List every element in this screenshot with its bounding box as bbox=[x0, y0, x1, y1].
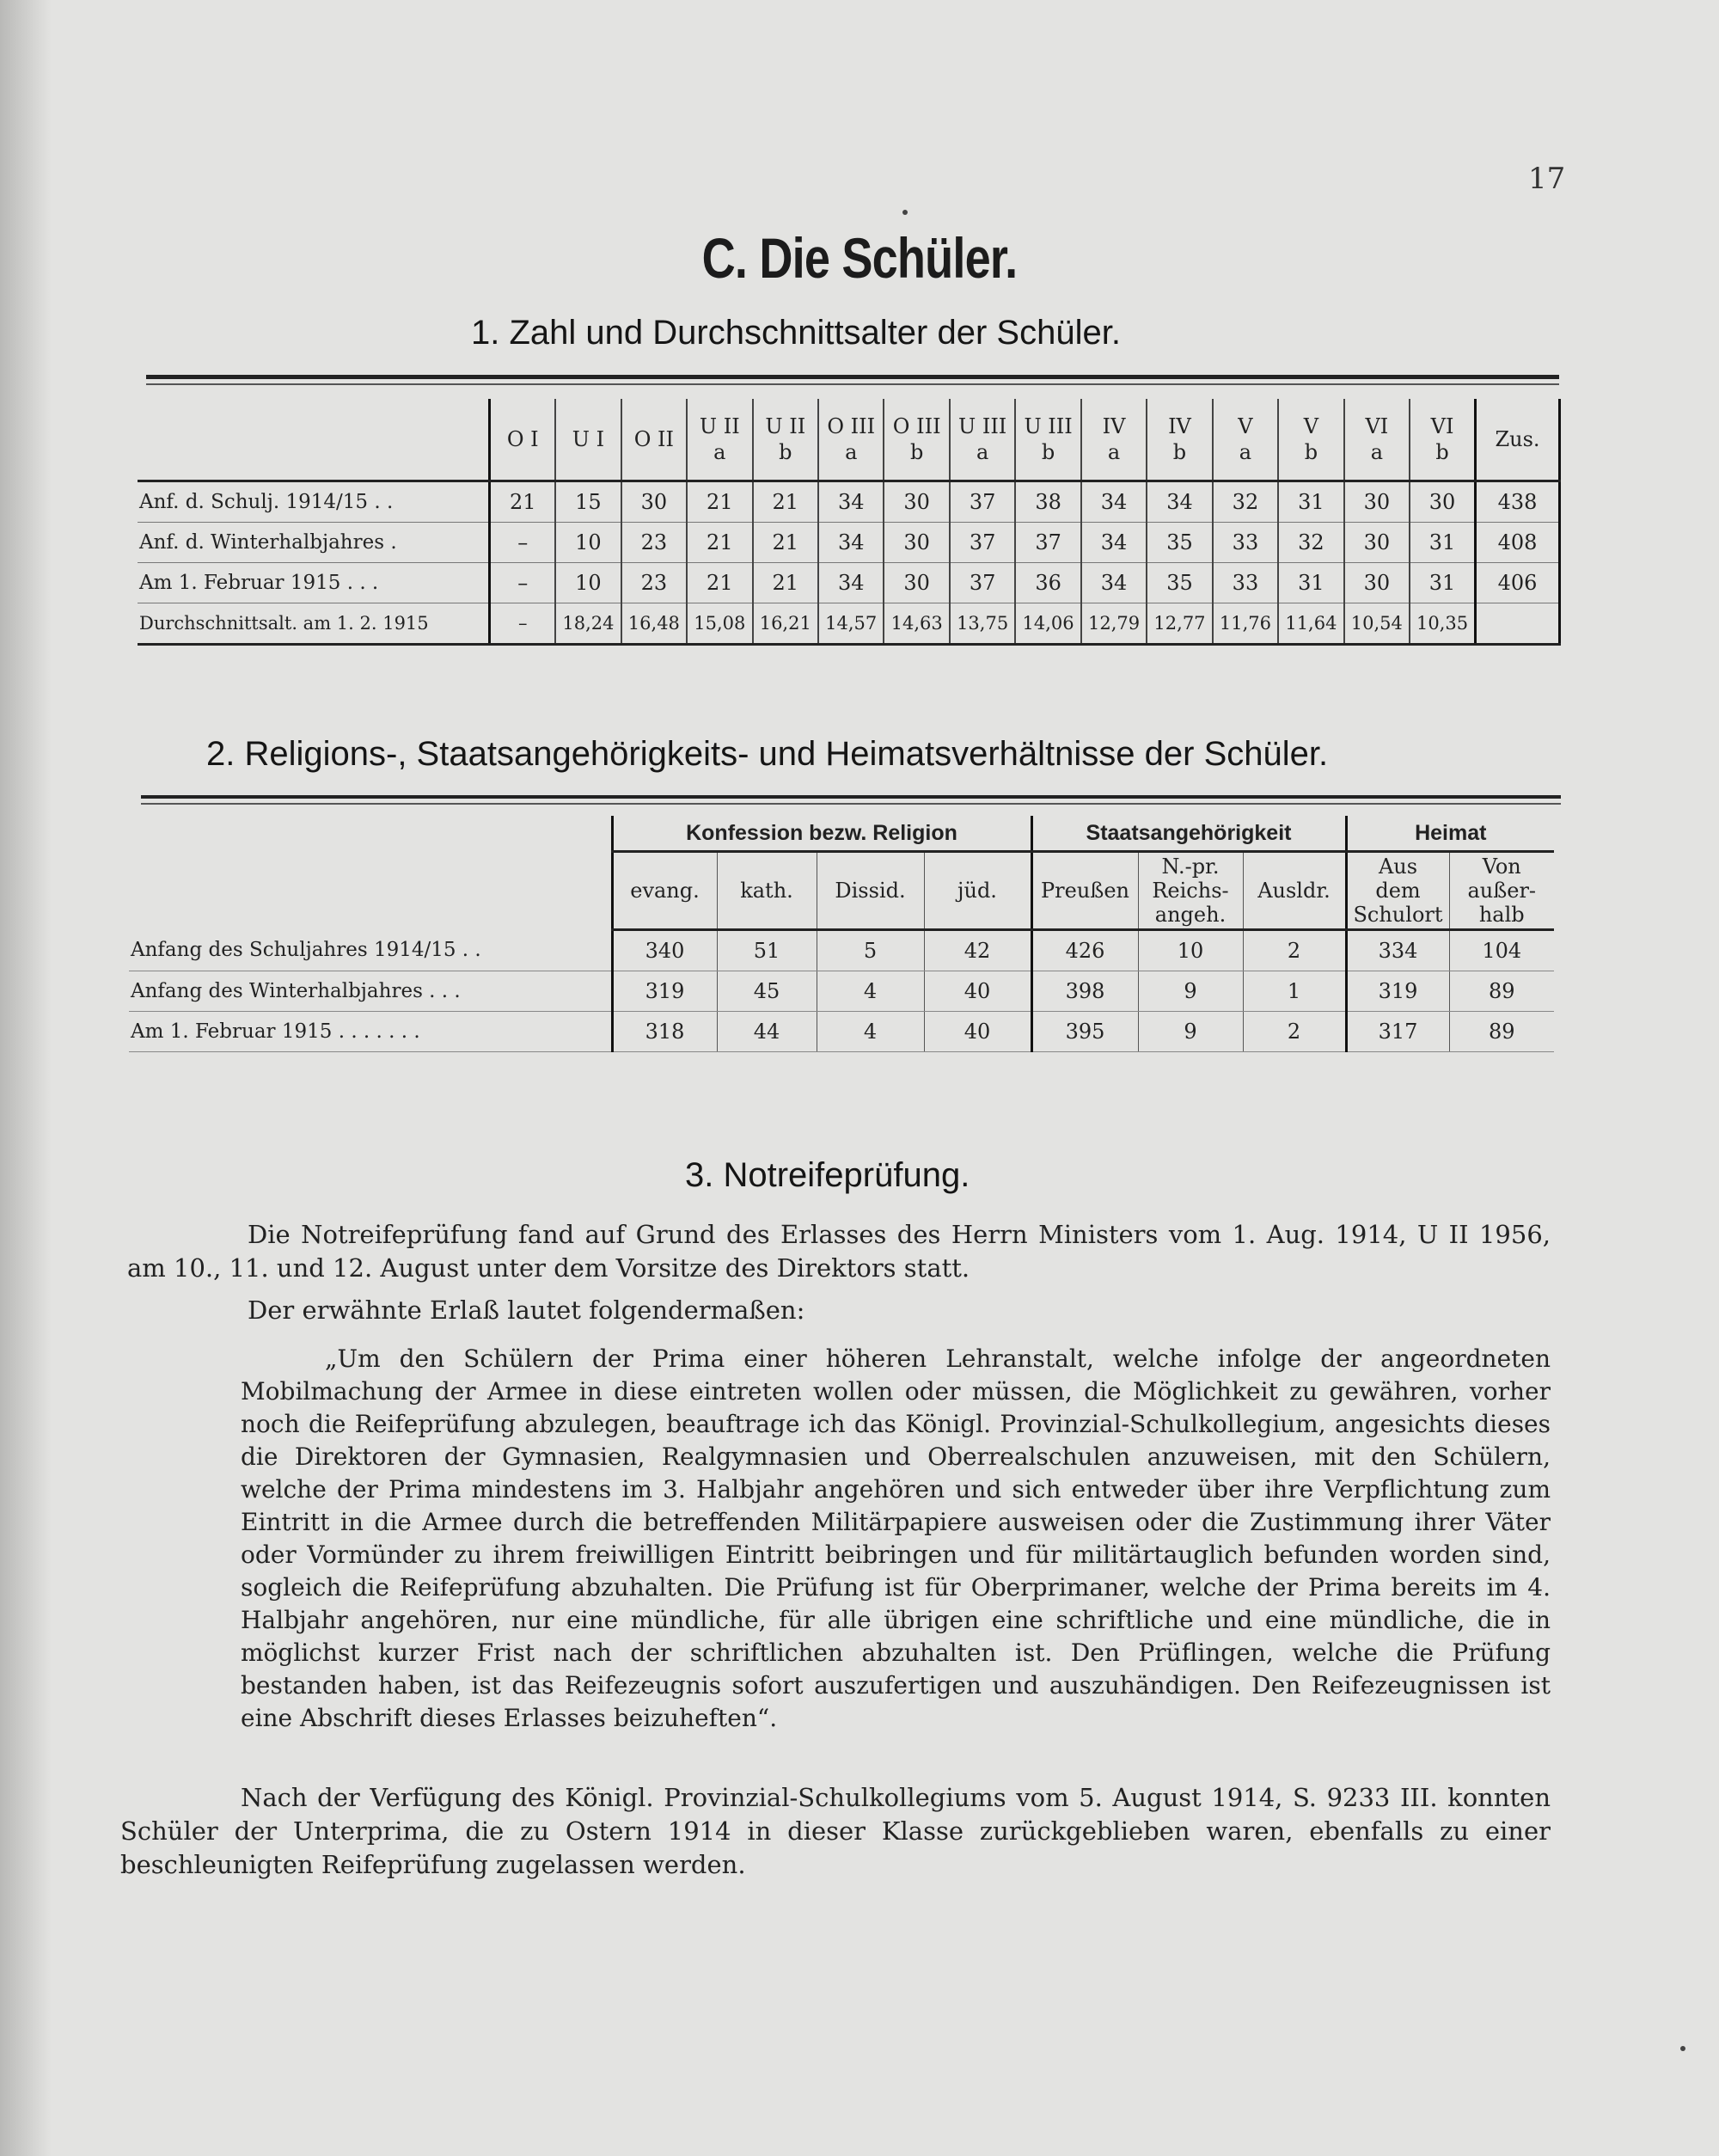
row-label: Am 1. Februar 1915 . . . bbox=[138, 563, 490, 603]
table-cell: 44 bbox=[717, 1012, 817, 1052]
table-rule bbox=[146, 383, 1559, 385]
class-column-header bbox=[1213, 399, 1278, 481]
table-cell: 319 bbox=[612, 971, 717, 1012]
class-name: U I bbox=[572, 427, 605, 451]
table-cell: 34 bbox=[818, 523, 884, 563]
table-cell: 12,79 bbox=[1081, 603, 1147, 645]
table-cell: 30 bbox=[1410, 481, 1475, 523]
page-number: 17 bbox=[1528, 162, 1566, 196]
table-cell: 16,48 bbox=[621, 603, 687, 645]
group-header-staatsangehoerigkeit: Staatsangehörigkeit bbox=[1031, 816, 1346, 852]
table-cell: 30 bbox=[884, 481, 949, 523]
table-row bbox=[138, 603, 1560, 645]
table-cell: 9 bbox=[1138, 971, 1243, 1012]
table-cell: – bbox=[490, 603, 555, 645]
row-label: Am 1. Februar 1915 . . . . . . . bbox=[129, 1012, 612, 1052]
table-cell: 34 bbox=[1081, 563, 1147, 603]
table-cell: 12,77 bbox=[1147, 603, 1212, 645]
table-cell: 11,76 bbox=[1213, 603, 1278, 645]
class-division: a bbox=[1370, 440, 1383, 464]
page-shadow-edge bbox=[0, 0, 52, 2156]
class-name: U III bbox=[1024, 414, 1073, 438]
class-name: O III bbox=[892, 414, 941, 438]
table-cell: 35 bbox=[1147, 523, 1212, 563]
class-column-header bbox=[687, 399, 752, 481]
table-cell: 40 bbox=[924, 971, 1031, 1012]
table-cell: 31 bbox=[1410, 523, 1475, 563]
col-header-line: außer- bbox=[1467, 879, 1537, 903]
table-cell: 31 bbox=[1278, 563, 1343, 603]
col-header-line: halb bbox=[1478, 903, 1525, 927]
table-cell: 9 bbox=[1138, 1012, 1243, 1052]
table-cell: 340 bbox=[612, 930, 717, 971]
table-cell: 15,08 bbox=[687, 603, 752, 645]
table-cell: 16,21 bbox=[753, 603, 818, 645]
table-cell: 395 bbox=[1031, 1012, 1138, 1052]
class-name: U III bbox=[957, 414, 1007, 438]
class-name: IV bbox=[1168, 414, 1191, 438]
class-name: U II bbox=[765, 414, 806, 438]
table-cell: 33 bbox=[1213, 523, 1278, 563]
col-header-jued: jüd. bbox=[924, 852, 1031, 930]
class-division: a bbox=[1107, 440, 1121, 464]
table-cell: 37 bbox=[950, 563, 1015, 603]
total-cell: 406 bbox=[1476, 563, 1560, 603]
class-column-header bbox=[621, 399, 687, 481]
class-name: O II bbox=[633, 427, 674, 451]
class-division: b bbox=[1304, 440, 1318, 464]
table-cell: 319 bbox=[1346, 971, 1449, 1012]
col-header-line: angeh. bbox=[1154, 903, 1227, 927]
class-division: b bbox=[1435, 440, 1449, 464]
table-cell: 10 bbox=[1138, 930, 1243, 971]
table-cell: 21 bbox=[687, 523, 752, 563]
table-cell: 2 bbox=[1243, 1012, 1346, 1052]
paragraph-erlass-intro: Der erwähnte Erlaß lautet folgendermaßen: bbox=[248, 1295, 805, 1325]
class-column-header bbox=[950, 399, 1015, 481]
table-cell: 14,57 bbox=[818, 603, 884, 645]
col-header-evang: evang. bbox=[612, 852, 717, 930]
table-cell: 13,75 bbox=[950, 603, 1015, 645]
class-division: a bbox=[713, 440, 726, 464]
table-row bbox=[138, 563, 1560, 603]
class-name: V bbox=[1303, 414, 1319, 438]
class-division: a bbox=[845, 440, 858, 464]
table-cell: 318 bbox=[612, 1012, 717, 1052]
table-cell: 37 bbox=[1015, 523, 1080, 563]
table-cell: 40 bbox=[924, 1012, 1031, 1052]
total-cell bbox=[1476, 603, 1560, 645]
table-cell: 21 bbox=[753, 523, 818, 563]
table-cell: 14,06 bbox=[1015, 603, 1080, 645]
class-name: IV bbox=[1102, 414, 1126, 438]
table-cell: 21 bbox=[687, 563, 752, 603]
table-cell: 23 bbox=[621, 523, 687, 563]
table-cell: 10 bbox=[555, 523, 621, 563]
section-title: C. Die Schüler. bbox=[701, 226, 1018, 290]
table-cell: 89 bbox=[1449, 1012, 1554, 1052]
table-cell: 21 bbox=[687, 481, 752, 523]
table-row bbox=[129, 930, 1554, 971]
table-cell: 104 bbox=[1449, 930, 1554, 971]
row-label: Anf. d. Winterhalbjahres . bbox=[138, 523, 490, 563]
table-row bbox=[129, 971, 1554, 1012]
table-cell: 30 bbox=[884, 523, 949, 563]
class-column-header bbox=[1278, 399, 1343, 481]
class-column-header bbox=[490, 399, 555, 481]
col-header-line: N.-pr. bbox=[1161, 854, 1220, 879]
class-name: O III bbox=[827, 414, 876, 438]
table-cell: 10,35 bbox=[1410, 603, 1475, 645]
group-header-konfession: Konfession bezw. Religion bbox=[612, 816, 1031, 852]
table1-heading: 1. Zahl und Durchschnittsalter der Schüler. bbox=[471, 314, 1121, 352]
table-cell: 36 bbox=[1015, 563, 1080, 603]
class-division: a bbox=[976, 440, 989, 464]
table-cell: 398 bbox=[1031, 971, 1138, 1012]
table-cell: 34 bbox=[1081, 523, 1147, 563]
table-cell: 10 bbox=[555, 563, 621, 603]
class-column-header bbox=[1344, 399, 1410, 481]
row-label: Anfang des Schuljahres 1914/15 . . bbox=[129, 930, 612, 971]
table-cell: 18,24 bbox=[555, 603, 621, 645]
paragraph-verfuegung: Nach der Verfügung des Königl. Provinzial-Schulkollegiums vom 5. August 1914, S. 9233 III. konnten Schüler der Unterprima, die zu Ostern 1914 in dieser Klasse zurückgeblieben waren, ebenfalls zu einer beschleunigten Reifeprüfung zugelassen werden. bbox=[120, 1783, 1551, 1879]
class-column-header bbox=[1410, 399, 1475, 481]
class-name: O I bbox=[506, 427, 539, 451]
paragraph-intro: Die Notreifeprüfung fand auf Grund des Erlasses des Herrn Ministers vom 1. Aug. 1914, U II 1956, am 10., 11. und 12. August unter dem Vorsitze des Direktors statt. bbox=[127, 1220, 1551, 1283]
total-cell: 408 bbox=[1476, 523, 1560, 563]
col-header-line: Aus bbox=[1378, 854, 1418, 879]
class-name: U II bbox=[699, 414, 740, 438]
table-rule bbox=[141, 803, 1561, 805]
table-cell: 30 bbox=[1344, 563, 1410, 603]
table-cell: 38 bbox=[1015, 481, 1080, 523]
table-cell: 32 bbox=[1278, 523, 1343, 563]
table-cell: 4 bbox=[817, 971, 924, 1012]
table-cell: 21 bbox=[490, 481, 555, 523]
col-header-line: Reichs- bbox=[1152, 879, 1229, 903]
table-cell: 30 bbox=[1344, 481, 1410, 523]
col-header-dissid: Dissid. bbox=[817, 852, 924, 930]
table-cell: 23 bbox=[621, 563, 687, 603]
table-cell: 34 bbox=[1081, 481, 1147, 523]
col-header-preussen: Preußen bbox=[1031, 852, 1138, 930]
col-header-kath: kath. bbox=[717, 852, 817, 930]
class-column-header bbox=[884, 399, 949, 481]
class-division: b bbox=[779, 440, 792, 464]
col-header-ausserhalb bbox=[1449, 852, 1554, 930]
table-cell: 34 bbox=[1147, 481, 1212, 523]
ink-speck bbox=[902, 210, 908, 215]
table-cell: 51 bbox=[717, 930, 817, 971]
table-row bbox=[129, 1012, 1554, 1052]
table-cell: 35 bbox=[1147, 563, 1212, 603]
class-column-header bbox=[1147, 399, 1212, 481]
class-division: b bbox=[1172, 440, 1187, 464]
class-column-header bbox=[555, 399, 621, 481]
class-name: VI bbox=[1430, 414, 1454, 438]
total-cell: 438 bbox=[1476, 481, 1560, 523]
table-cell: 426 bbox=[1031, 930, 1138, 971]
col-header-reichsangehoerige bbox=[1138, 852, 1243, 930]
group-header-heimat: Heimat bbox=[1346, 816, 1554, 852]
table-cell: 5 bbox=[817, 930, 924, 971]
table-cell: 15 bbox=[555, 481, 621, 523]
class-column-header bbox=[1081, 399, 1147, 481]
table-cell: 334 bbox=[1346, 930, 1449, 971]
class-column-header bbox=[818, 399, 884, 481]
col-header-line: Schulort bbox=[1353, 903, 1443, 927]
section3-heading: 3. Notreifeprüfung. bbox=[685, 1156, 970, 1194]
table-rule bbox=[146, 375, 1559, 379]
table-cell: 2 bbox=[1243, 930, 1346, 971]
table-cell: 30 bbox=[621, 481, 687, 523]
table-cell: 34 bbox=[818, 563, 884, 603]
table-cell: 4 bbox=[817, 1012, 924, 1052]
table-cell: 31 bbox=[1410, 563, 1475, 603]
class-division: b bbox=[909, 440, 924, 464]
class-column-header bbox=[1015, 399, 1080, 481]
table-cell: 37 bbox=[950, 481, 1015, 523]
table-row bbox=[138, 523, 1560, 563]
stub-header bbox=[138, 399, 490, 481]
ink-speck bbox=[1680, 2046, 1685, 2051]
table2-heading: 2. Religions-, Staatsangehörigkeits- und Heimatsverhältnisse der Schüler. bbox=[206, 735, 1329, 773]
col-header-line: dem bbox=[1375, 879, 1421, 903]
class-name: V bbox=[1238, 414, 1253, 438]
table-cell: 31 bbox=[1278, 481, 1343, 523]
row-label: Durchschnittsalt. am 1. 2. 1915 bbox=[138, 603, 490, 645]
table-cell: 45 bbox=[717, 971, 817, 1012]
table-cell: – bbox=[490, 523, 555, 563]
class-column-header bbox=[753, 399, 818, 481]
table-cell: – bbox=[490, 563, 555, 603]
table-cell: 10,54 bbox=[1344, 603, 1410, 645]
table-cell: 34 bbox=[818, 481, 884, 523]
table-cell: 30 bbox=[884, 563, 949, 603]
table-cell: 317 bbox=[1346, 1012, 1449, 1052]
table-cell: 21 bbox=[753, 481, 818, 523]
table-cell: 89 bbox=[1449, 971, 1554, 1012]
total-column-header: Zus. bbox=[1476, 399, 1560, 481]
class-division: b bbox=[1041, 440, 1055, 464]
col-header-line: Von bbox=[1482, 854, 1521, 879]
erlass-quote: „Um den Schülern der Prima einer höheren Lehranstalt, welche infolge der angeordneten Mobilmachung der Armee in diese eintreten wollen oder müssen, die Möglichkeit zu gewähren, vorher noch die Reifeprüfung abzulegen, beauftrage ich das Königl. Provinzial-Schulkollegium, angesichts dieses die Direktoren der Gymnasien, Realgymnasien und Oberrealschulen anzuweisen, mit den Schülern, welche der Prima mindestens im 3. Halbjahr angehören und sich entweder über ihre Verpflichtung zum Eintritt in die Armee durch die betreffenden Militärpapiere ausweisen oder die Zustimmung ihrer Väter oder Vormünder zu ihrem freiwilligen Eintritt beibringen und für militärtauglich befunden worden sind, sogleich die Reifeprüfung abzuhalten. Die Prüfung ist für Oberprimaner, welche der Prima bereits im 4. Halbjahr angehören, nur eine mündliche, für alle übrigen eine schriftliche und eine mündliche, die in möglichst kurzer Frist nach der schriftlichen abzuhalten ist. Den Prüflingen, welche die Prüfung bestanden haben, ist das Reifezeugnis sofort auszufertigen und auszuhändigen. Den Reifezeugnissen ist eine Abschrift dieses Erlasses beizuheften“. bbox=[241, 1344, 1551, 1732]
col-header-schulort bbox=[1346, 852, 1449, 930]
row-label: Anf. d. Schulj. 1914/15 . . bbox=[138, 481, 490, 523]
table-cell: 33 bbox=[1213, 563, 1278, 603]
table-cell: 42 bbox=[924, 930, 1031, 971]
class-division: a bbox=[1239, 440, 1252, 464]
table-rule bbox=[141, 795, 1561, 799]
table-cell: 30 bbox=[1344, 523, 1410, 563]
table-cell: 32 bbox=[1213, 481, 1278, 523]
table-cell: 1 bbox=[1243, 971, 1346, 1012]
class-name: VI bbox=[1365, 414, 1389, 438]
stub-header bbox=[129, 816, 612, 930]
col-header-auslaender: Ausldr. bbox=[1243, 852, 1346, 930]
table-cell: 11,64 bbox=[1278, 603, 1343, 645]
table-row bbox=[138, 481, 1560, 523]
table-cell: 14,63 bbox=[884, 603, 949, 645]
table-cell: 21 bbox=[753, 563, 818, 603]
table-cell: 37 bbox=[950, 523, 1015, 563]
row-label: Anfang des Winterhalbjahres . . . bbox=[129, 971, 612, 1012]
